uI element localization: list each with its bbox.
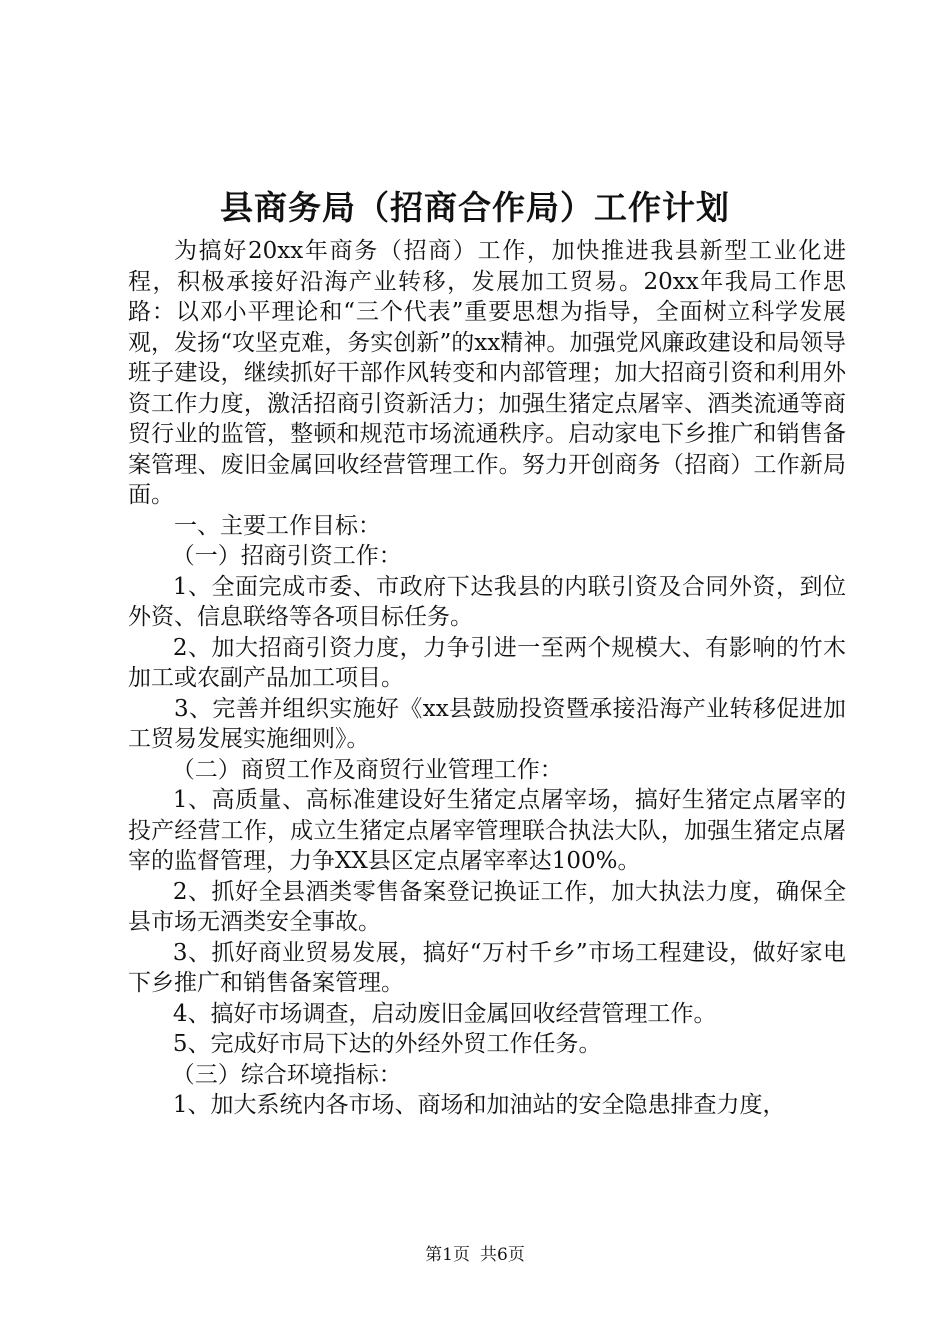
document-body: [128, 236, 846, 1121]
list-item: 3、完善并组织实施好《xx县鼓励投资暨承接沿海产业转移促进加工贸易发展实施细则》。: [128, 695, 846, 752]
subsection-heading: （三）综合环境指标：: [171, 1061, 402, 1088]
subsection-heading: （一）招商引资工作：: [171, 543, 402, 569]
list-item: 1、高质量、高标准建设好生猪定点屠宰场，搞好生猪定点屠宰的投产经营工作，成立生猪定点屠宰管理联合执法大队，加强生猪定点屠宰的监督管理，力争XX县区定点屠宰率达100%。: [128, 787, 846, 874]
list-item: 1、全面完成市委、市政府下达我县的内联引资及合同外资，到位外资、信息联络等各项目标任务。: [128, 573, 846, 630]
page-footer: [0, 1243, 950, 1267]
page-total: 共6页: [480, 1245, 525, 1265]
list-item: 2、加大招商引资力度，力争引进一至两个规模大、有影响的竹木加工或农副产品加工项目。: [128, 634, 846, 691]
section-heading: 一、主要工作目标：: [174, 512, 381, 539]
intro-paragraph: 为搞好20xx年商务（招商）工作，加快推进我县新型工业化进程，积极承接好沿海产业转移，发展加工贸易。20xx年我局工作思路：以邓小平理论和“三个代表”重要思想为指导，全面树立科学发展观，发扬“攻坚克难，务实创新”的xx精神。加强党风廉政建设和局领导班子建设，继续抓好干部作风转变和内部管理；加大招商引资和利用外资工作力度，激活招商引资新活力；加强生猪定点屠宰、酒类流通等商贸行业的监管，整顿和规范市场流通秩序。启动家电下乡推广和销售备案管理、废旧金属回收经营管理工作。努力开创商务（招商）工作新局面。: [128, 238, 846, 508]
subsection-heading: （二）商贸工作及商贸行业管理工作：: [171, 756, 563, 783]
list-item: 4、搞好市场调查，启动废旧金属回收经营管理工作。: [172, 1000, 717, 1027]
document-title: 县商务局（招商合作局）工作计划: [220, 188, 730, 227]
list-item: 5、完成好市局下达的外经外贸工作任务。: [172, 1031, 602, 1057]
list-item: 2、抓好全县酒类零售备案登记换证工作，加大执法力度，确保全县市场无酒类安全事故。: [128, 878, 846, 935]
list-item: 1、加大系统内各市场、商场和加油站的安全隐患排查力度，: [172, 1092, 786, 1118]
list-item: 3、抓好商业贸易发展，搞好“万村千乡”市场工程建设，做好家电下乡推广和销售备案管理。: [128, 939, 846, 996]
page-number: 第1页: [425, 1245, 470, 1265]
